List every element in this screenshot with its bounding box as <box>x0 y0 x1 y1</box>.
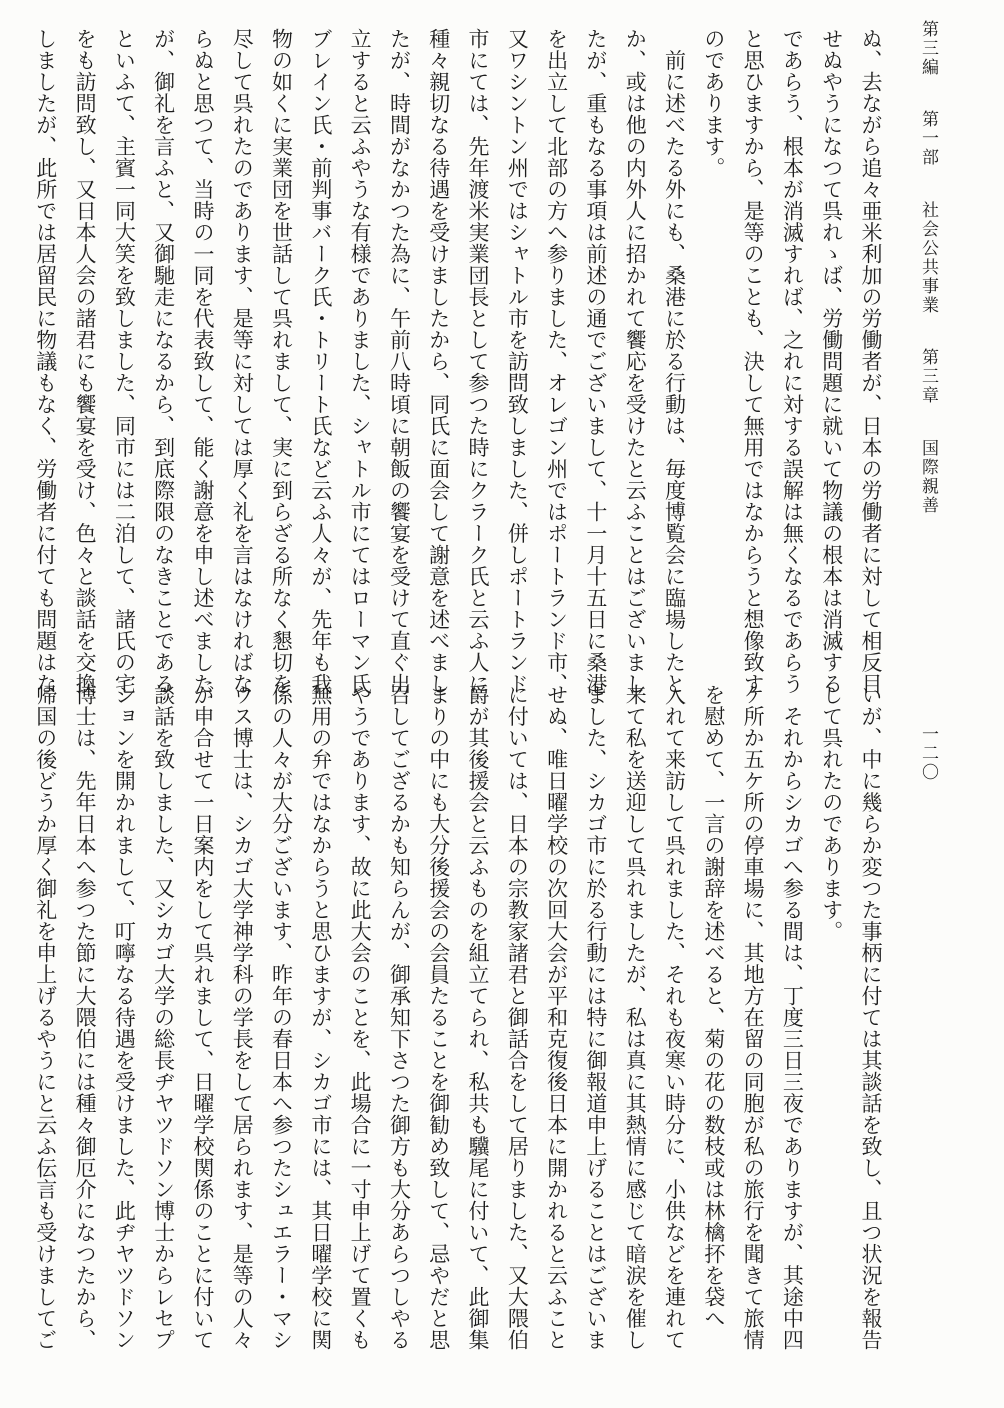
text-column: たが、重もなる事項は前述の通でございまして、十一月十五日に桑港 <box>583 28 608 695</box>
text-column: せぬ、唯日曜学校の次回大会が平和克復後日本に開かれると云ふこと <box>544 684 569 1351</box>
text-column: であらう、根本が消滅すれば、之れに対する誤解は無くなるであらう <box>780 28 805 695</box>
header-section: 第一部 <box>918 110 938 168</box>
text-column: ションを開かれまして、叮嚀なる待遇を受けました、此ヂヤツドソン <box>112 684 137 1351</box>
text-column: を慰めて、一言の謝辞を述べると、菊の花の数枝或は林檎抔を袋へ <box>701 684 726 1329</box>
text-column: 談話を致しました、又シカゴ大学の総長ヂヤツドソン博士からレセプ <box>151 684 176 1351</box>
text-column: ケ所か五ケ所の停車場に、其地方在留の同胞が私の旅行を聞きて旅情 <box>741 684 766 1351</box>
text-column: をも訪問致し、又日本人会の諸君にも饗宴を受け、色々と談話を交換 <box>73 28 98 695</box>
header-division: 社会公共事業 <box>918 200 938 315</box>
text-column: 博士は、先年日本へ参つた節に大隈伯には種々御厄介になつたから、 <box>73 684 98 1351</box>
text-column: 物の如くに実業団を世話して呉れまして、実に到らざる所なく懇切を <box>269 28 294 695</box>
text-column: 帰国の後どうか厚く御礼を申上げるやうにと云ふ伝言も受けましてご <box>33 684 58 1351</box>
text-column: 無用の弁ではなからうと思ひますが、シカゴ市には、其日曜学校に関 <box>308 684 333 1351</box>
text-column: といふて、主賓一同大笑を致しました、同市には二泊して、諸氏の宅 <box>112 28 137 695</box>
text-column: らぬと思つて、当時の一同を代表致して、能く謝意を申し述べました <box>190 28 215 695</box>
text-column: 市にては、先年渡米実業団長として参つた時にクラーク氏と云ふ人に <box>466 28 491 695</box>
text-column: 立すると云ふやうな有様でありました、シャトル市にてはローマン氏 <box>348 28 373 695</box>
text-column: して呉れたのであります。 <box>819 684 844 942</box>
text-column: 爵が其後援会と云ふものを組立てられ、私共も驥尾に付いて、此御集 <box>466 684 491 1351</box>
header-part: 第三編 <box>918 20 938 77</box>
text-column: 前に述べたる外にも、桑港に於る行動は、毎度博覧会に臨場したと <box>662 28 687 695</box>
text-column: ぬ、去ながら追々亜米利加の労働者が、日本の労働者に対して相反目 <box>859 28 883 695</box>
upper-text-block <box>33 28 890 695</box>
text-column: のであります。 <box>701 28 726 179</box>
text-column: 係の人々が大分ございます、昨年の春日本へ参つたシュエラー・マシ <box>269 684 294 1351</box>
text-column: 種々親切なる待遇を受けましたから、同氏に面会して謝意を述べまし <box>426 28 451 695</box>
text-column: ブレイン氏・前判事バーク氏・トリート氏など云ふ人々が、先年も我 <box>308 28 333 695</box>
text-column: 又ワシントン州ではシャトル市を訪問致しました、併しポートランド <box>505 28 530 695</box>
lower-text-block <box>33 684 890 1351</box>
text-column: まりの中にも大分後援会の会員たることを御勧め致して、忌やだと思 <box>426 684 451 1351</box>
text-column: せぬやうになつて呉れゝば、労働問題に就いて物議の根本は消滅する <box>819 28 844 695</box>
text-column: か、或は他の内外人に招かれて饗応を受けたと云ふことはございまし <box>623 28 648 695</box>
text-column: やうであります、故に此大会のことを、此場合に一寸申上げて置くも <box>348 684 373 1351</box>
text-column: たが、時間がなかつた為に、午前八時頃に朝飯の饗宴を受けて直ぐ出 <box>387 28 412 695</box>
text-column: それからシカゴへ参る間は、丁度三日三夜でありますが、其途中四 <box>780 684 805 1351</box>
text-column: に付いては、日本の宗教家諸君と御話合をして居りました、又大隈伯 <box>505 684 530 1351</box>
text-column: を出立して北部の方へ参りました、オレゴン州ではポートランド市、 <box>544 28 569 695</box>
text-column: と思ひますから、是等のことも、決して無用ではなからうと想像致す <box>741 28 766 695</box>
header-chapter: 第三章 <box>918 348 938 406</box>
text-column: しましたが、此所では居留民に物議もなく、労働者に付ても問題はな <box>33 28 58 695</box>
section-divider <box>60 675 896 676</box>
text-column: 来て私を送迎して呉れましたが、私は真に其熱情に感じて暗涙を催し <box>623 684 648 1351</box>
header-title: 国際親善 <box>918 438 938 515</box>
text-column: が申合せて一日案内をして呉れまして、日曜学校関係のことに付いて <box>190 684 215 1351</box>
page-number: 一二〇 <box>918 725 938 782</box>
text-column: いが、中に幾らか変つた事柄に付ては其談話を致し、且つ状況を報告 <box>859 684 883 1351</box>
text-column: 尽して呉れたのであります、是等に対しては厚く礼を言はなければな <box>230 28 255 695</box>
text-column: が、御礼を言ふと、又御馳走になるから、到底際限のなきことである <box>151 28 176 695</box>
text-column: ました、シカゴ市に於る行動には特に御報道申上げることはございま <box>583 684 608 1351</box>
running-header <box>912 20 944 620</box>
text-column: 召してござるかも知らんが、御承知下さつた御方も大分あらつしやる <box>387 684 412 1351</box>
text-column: 入れて来訪して呉れました、それも夜寒い時分に、小供などを連れて <box>662 684 687 1351</box>
text-column: ウス博士は、シカゴ大学神学科の学長をして居られます、是等の人々 <box>230 684 255 1351</box>
